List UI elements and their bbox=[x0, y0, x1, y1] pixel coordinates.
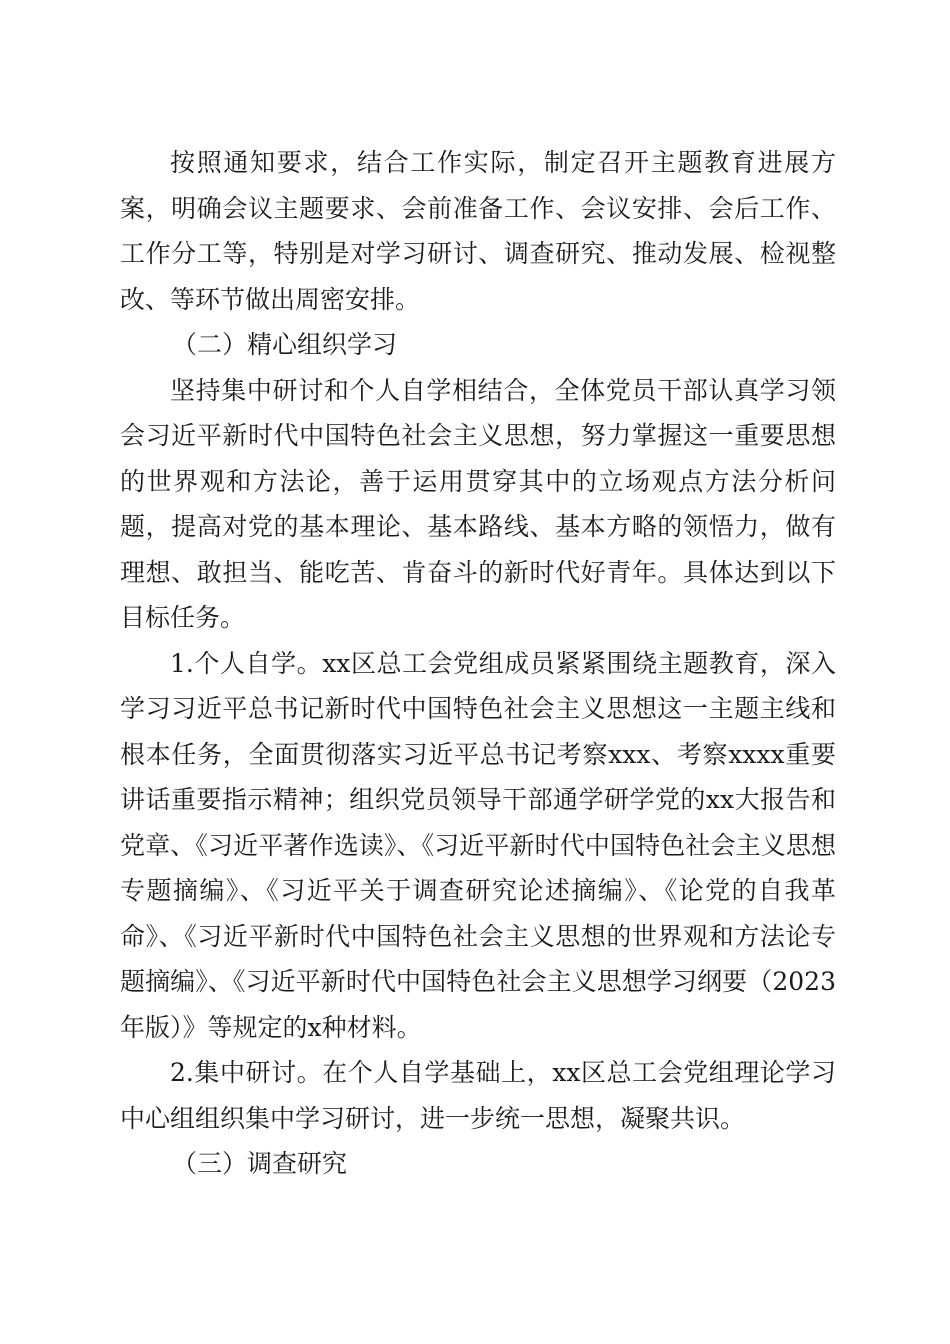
document-body bbox=[120, 140, 836, 1187]
section-heading-study: （二）精心组织学习 bbox=[172, 330, 398, 359]
paragraph-self-study: 1.个人自学。xx区总工会党组成员紧紧围绕主题教育，深入学习习近平总书记新时代中国特色社会主义思想这一主题主线和根本任务，全面贯彻落实习近平总书记考察xxx、考察xxxx重要讲话重要指示精神；组织党员领导干部通学研学党的xx大报告和党章、《习近平著作选读》、《习近平新时代中国特色社会主义思想专题摘编》、《习近平关于调查研究论述摘编》、《论党的自我革命》、《习近平新时代中国特色社会主义思想的世界观和方法论专题摘编》、《习近平新时代中国特色社会主义思想学习纲要（2023年版）》等规定的x种材料。 bbox=[120, 648, 836, 1042]
paragraph-group-study: 2.集中研讨。在个人自学基础上，xx区总工会党组理论学习中心组组织集中学习研讨，进一步统一思想，凝聚共识。 bbox=[120, 1058, 836, 1133]
section-heading-research: （三）调查研究 bbox=[172, 1149, 348, 1178]
paragraph-plan: 按照通知要求，结合工作实际，制定召开主题教育进展方案，明确会议主题要求、会前准备工作、会议安排、会后工作、工作分工等，特别是对学习研讨、调查研究、推动发展、检视整改、等环节做出周密安排。 bbox=[120, 148, 836, 314]
paragraph-study-goals: 坚持集中研讨和个人自学相结合，全体党员干部认真学习领会习近平新时代中国特色社会主义思想，努力掌握这一重要思想的世界观和方法论，善于运用贯穿其中的立场观点方法分析问题，提高对党的基本理论、基本路线、基本方略的领悟力，做有理想、敢担当、能吃苦、肯奋斗的新时代好青年。具体达到以下目标任务。 bbox=[120, 375, 836, 632]
